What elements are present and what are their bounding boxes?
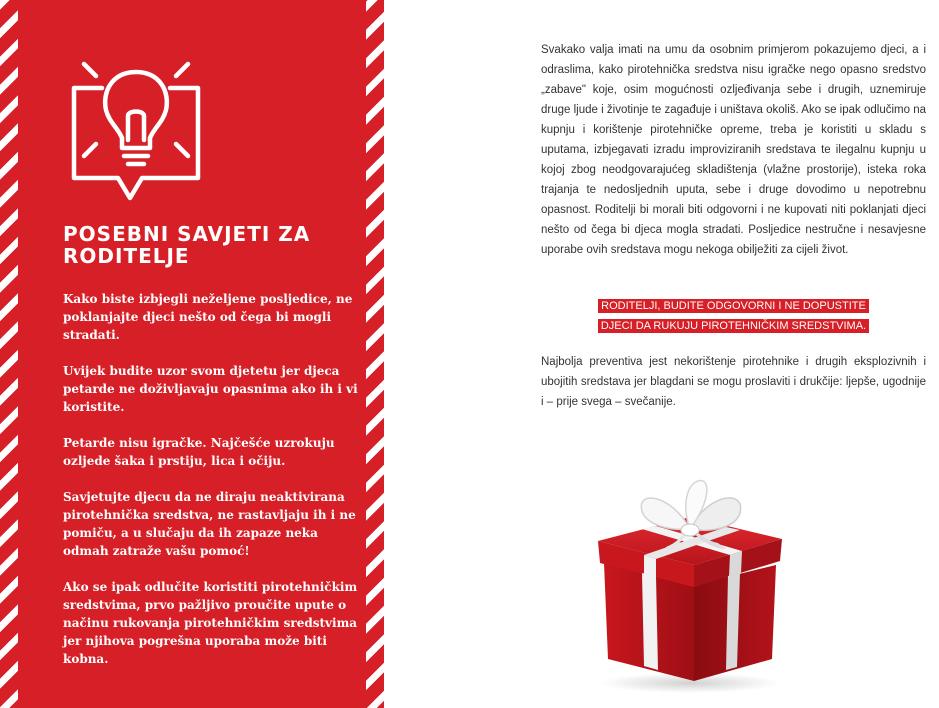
highlight-line-1: RODITELJI, BUDITE ODGOVORNI I NE DOPUSTITE (598, 299, 869, 313)
tip-item: Ako se ipak odlučite koristiti pirotehničkim sredstvima, prvo pažljivo proučite upute o načinu rukovanja pirotehničkim sredstvima jer njihova pogrešna uporaba može biti kobna. (63, 580, 358, 666)
tips-panel (0, 0, 384, 708)
lightbulb-speech-bubble-icon (62, 56, 210, 206)
red-gift-box-icon (590, 455, 790, 695)
closing-paragraph-block (541, 352, 926, 412)
tips-panel-content (18, 0, 366, 708)
tips-list (63, 290, 363, 686)
highlight-line-2: DJECI DA RUKUJU PIROTEHNIČKIM SREDSTVIMA. (598, 319, 869, 333)
intro-paragraph: Svakako valja imati na umu da osobnim primjerom pokazujemo djeci, a i odraslima, kako pirotehnička sredstva nisu igračke nego opasno sredstvo „zabave" koje, osim mogućnosti ozljeđivanja sebe i drugih, uznemiruje druge ljude i životinje te zagađuje i uništava okoliš. Ako se ipak odlučimo na kupnju i korištenje pirotehničke opreme, treba je koristiti u skladu s uputama, izbjegavati izradu improviziranih sredstava te ilegalnu kupnju u kojoj zbog neodgovarajućeg skladištenja (vlažne prostorije), isteka roka trajanja te nedosljednih uputa, sebe i druge dovodimo u nepotrebnu opasnost. Roditelji bi morali biti odgovorni i ne kupovati niti poklanjati djeci nešto od čega bi djeca mogla stradati. Posljedice nestručne i nesavjesne uporabe ovih sredstava mogu nekoga obilježiti za cijeli život. (541, 44, 926, 256)
tip-item: Kako biste izbjegli neželjene posljedice, ne poklanjajte djeci nešto od čega bi mogli stradati. (63, 292, 353, 342)
closing-paragraph: Najbolja preventiva jest nekorištenje pirotehnike i drugih eksplozivnih i ubojitih sredstava jer blagdani se mogu proslaviti i drukčije: ljepše, ugodnije i – prije svega – svečanije. (541, 356, 926, 408)
tip-item: Savjetujte djecu da ne diraju neaktivirana pirotehnička sredstva, ne rastavljaju ih i ne pomiču, a u slučaju da ih zapaze neka odmah zatraže vašu pomoć! (63, 490, 356, 558)
highlight-callout (541, 296, 926, 336)
panel-title: POSEBNI SAVJETI ZA RODITELJE (63, 222, 311, 268)
intro-paragraph-block (541, 40, 926, 260)
tip-item: Petarde nisu igračke. Najčešće uzrokuju ozljede šaka i prstiju, lica i očiju. (63, 436, 335, 468)
tip-item: Uvijek budite uzor svom djetetu jer djeca petarde ne doživljavaju opasnima ako ih i vi koristite. (63, 364, 358, 414)
